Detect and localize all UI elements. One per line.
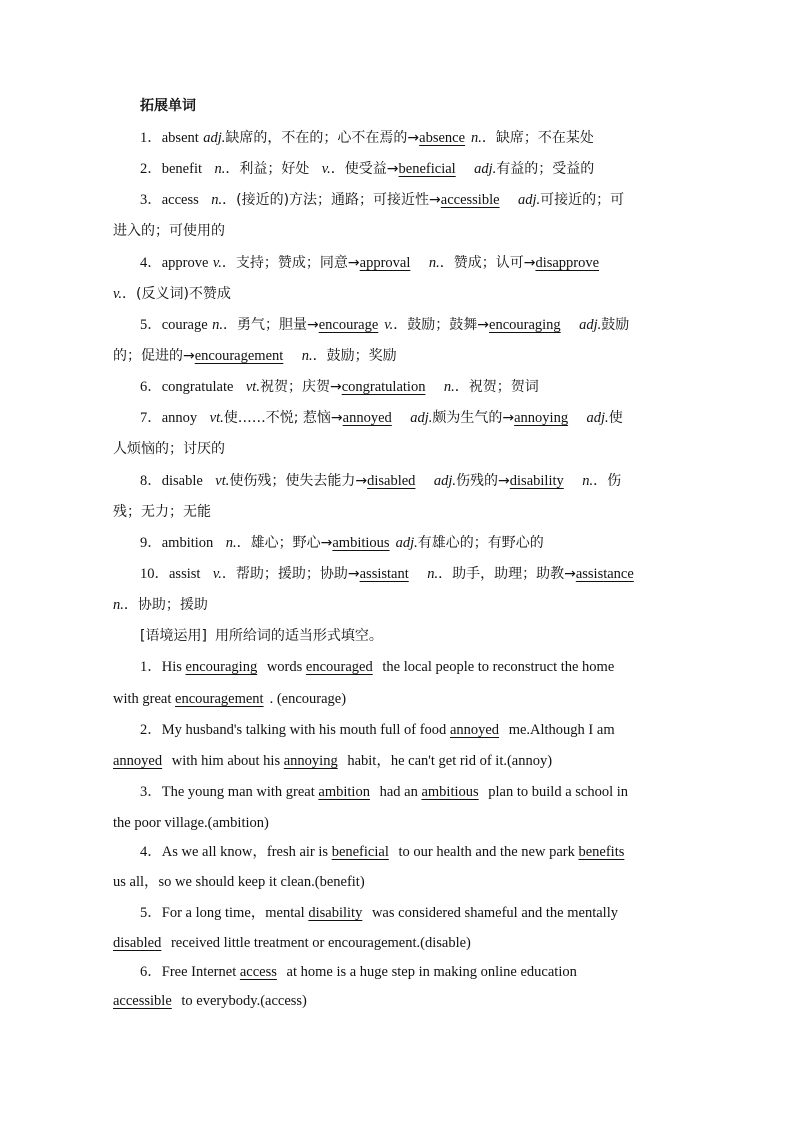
- definition: ．(反义词)不赞成: [122, 286, 231, 302]
- answer-blank: assistance: [575, 566, 634, 582]
- answer-blank: encouraging: [185, 659, 258, 675]
- vocab-item-8: [140, 471, 710, 491]
- answer-blank: beneficial: [398, 161, 456, 177]
- item-number: 6．: [140, 964, 162, 980]
- answer-blank: ambitious: [421, 784, 479, 800]
- headword: benefit: [161, 161, 203, 177]
- exercise-text: The young man with great: [161, 784, 319, 800]
- answer-blank: encouragement: [194, 348, 284, 364]
- answer-blank: annoyed: [449, 722, 500, 738]
- item-number: 1．: [140, 130, 162, 146]
- item-number: 10．: [140, 566, 169, 582]
- vocab-item-4-continued: [113, 284, 683, 304]
- answer-blank: congratulation: [341, 379, 426, 395]
- definition: 使……不悦; 惹恼→: [223, 410, 343, 426]
- headword: courage: [161, 317, 208, 333]
- item-number: 3．: [140, 192, 162, 208]
- exercise-text: was considered shameful and the mentally: [368, 905, 618, 921]
- part-of-speech: n.: [113, 597, 124, 613]
- vocab-item-5: [140, 315, 710, 335]
- vocab-item-10: [140, 564, 710, 584]
- definition: ．赞成；认可→: [439, 255, 536, 271]
- exercise-text: had an: [375, 784, 422, 800]
- item-number: 9．: [140, 535, 162, 551]
- definition: ．鼓励；奖励: [312, 348, 397, 364]
- definition: 鼓励: [601, 317, 630, 333]
- definition: 有雄心的；有野心的: [417, 535, 544, 551]
- part-of-speech: n.: [225, 535, 237, 551]
- part-of-speech: n.: [582, 473, 594, 489]
- exercise-1-continued: [113, 689, 683, 709]
- vocab-item-8-continued: 残；无力；无能: [113, 504, 211, 520]
- answer-blank: disapprove: [535, 255, 600, 271]
- item-number: 5．: [140, 905, 162, 921]
- headword: access: [161, 192, 199, 208]
- item-number: 4．: [140, 844, 162, 860]
- exercise-text: Free Internet: [161, 964, 240, 980]
- exercise-text: received little treatment or encouragement.(disable): [167, 935, 471, 951]
- answer-blank: assistant: [359, 566, 409, 582]
- vocab-item-7-continued: 人烦恼的；讨厌的: [113, 441, 225, 457]
- section-instruction: 用所给词的适当形式填空。: [214, 628, 383, 644]
- exercise-text: For a long time，mental: [161, 905, 309, 921]
- part-of-speech: n.: [443, 379, 455, 395]
- answer-blank: benefits: [578, 844, 625, 860]
- answer-blank: encouragement: [175, 691, 264, 707]
- part-of-speech: adj.: [474, 161, 497, 177]
- definition: ．协助；援助: [123, 597, 208, 613]
- exercise-5-continued: [113, 933, 683, 953]
- part-of-speech: n.: [428, 255, 440, 271]
- exercise-text: me.Although I am: [505, 722, 615, 738]
- answer-blank: ambitious: [332, 535, 390, 551]
- part-of-speech: v.: [212, 255, 222, 271]
- definition: ．帮助；援助；协助→: [221, 566, 360, 582]
- answer-blank: encourage: [318, 317, 379, 333]
- item-number: 7．: [140, 410, 162, 426]
- definition: 可接近的；可: [540, 192, 625, 208]
- headword: congratulate: [161, 379, 234, 395]
- answer-blank: annoying: [514, 410, 569, 426]
- part-of-speech: v.: [113, 286, 122, 302]
- definition: ．助手，助理；助教→: [438, 566, 576, 582]
- definition: 有益的；受益的: [496, 161, 595, 177]
- part-of-speech: v.: [384, 317, 394, 333]
- answer-blank: beneficial: [331, 844, 389, 860]
- exercise-text: His: [161, 659, 186, 675]
- answer-blank: ambition: [318, 784, 370, 800]
- section-heading: 拓展单词: [140, 98, 196, 114]
- exercise-text: habit，he can't get rid of it.(annoy): [343, 753, 553, 769]
- headword: assist: [169, 566, 201, 582]
- item-number: 4．: [140, 255, 162, 271]
- exercise-text: with him about his: [168, 753, 284, 769]
- exercise-4-continued: us all，so we should keep it clean.(benefit): [113, 874, 365, 890]
- answer-blank: access: [239, 964, 277, 980]
- exercise-text: My husband's talking with his mouth full of food: [161, 722, 450, 738]
- exercise-3-continued: the poor village.(ambition): [113, 815, 269, 831]
- part-of-speech: adj.: [410, 410, 433, 426]
- definition: 颇为生气的→: [432, 410, 515, 426]
- section-label: [语境运用]: [140, 628, 207, 644]
- definition: ．祝贺；贺词: [454, 379, 539, 395]
- definition: ．鼓励；鼓舞→: [393, 317, 490, 333]
- definition: ．使受益→: [330, 161, 399, 177]
- item-number: 2．: [140, 161, 162, 177]
- definition: 祝贺；庆贺→: [259, 379, 342, 395]
- part-of-speech: adj.: [203, 130, 226, 146]
- headword: approve: [161, 255, 209, 271]
- answer-blank: accessible: [113, 993, 172, 1009]
- vocab-item-6: [140, 377, 710, 397]
- vocab-item-10-continued: [113, 595, 683, 615]
- vocab-item-5-continued: [113, 346, 683, 366]
- headword: absent: [161, 130, 199, 146]
- definition: 的；促进的→: [113, 348, 195, 364]
- part-of-speech: vt.: [215, 473, 230, 489]
- part-of-speech: adj.: [586, 410, 609, 426]
- answer-blank: disabled: [367, 473, 416, 489]
- item-number: 2．: [140, 722, 162, 738]
- vocab-item-1: [140, 128, 710, 148]
- part-of-speech: adj.: [433, 473, 457, 489]
- answer-blank: disability: [509, 473, 564, 489]
- headword: annoy: [161, 410, 198, 426]
- part-of-speech: n.: [214, 161, 226, 177]
- exercise-text: plan to build a school in: [484, 784, 629, 800]
- definition: ．支持；赞成；同意→: [221, 255, 360, 271]
- part-of-speech: n.: [471, 130, 482, 146]
- definition: ．勇气；胆量→: [222, 317, 319, 333]
- definition: ．(接近的)方法；通路；可接近性→: [222, 192, 441, 208]
- vocab-item-3-continued: 进入的；可使用的: [113, 223, 225, 239]
- answer-blank: approval: [359, 255, 411, 271]
- definition: 伤残的→: [456, 473, 510, 489]
- item-number: 1．: [140, 659, 162, 675]
- part-of-speech: n.: [301, 348, 313, 364]
- exercise-text: to everybody.(access): [177, 993, 307, 1009]
- answer-blank: encouraging: [489, 317, 561, 333]
- vocab-item-2: [140, 159, 710, 179]
- exercise-text: at home is a huge step in making online education: [282, 964, 577, 980]
- answer-blank: encouraged: [305, 659, 373, 675]
- vocab-item-3: [140, 190, 710, 210]
- exercise-text: words: [263, 659, 306, 675]
- exercise-section-header: [140, 626, 710, 646]
- definition: 使: [608, 410, 623, 426]
- part-of-speech: vt.: [245, 379, 260, 395]
- headword: ambition: [161, 535, 214, 551]
- headword: disable: [161, 473, 203, 489]
- definition: ．利益；好处: [225, 161, 310, 177]
- exercise-3: [140, 782, 710, 802]
- exercise-5: [140, 903, 710, 923]
- definition: ．伤: [593, 473, 622, 489]
- exercise-text: the local people to reconstruct the home: [378, 659, 615, 675]
- answer-blank: annoying: [283, 753, 338, 769]
- vocab-item-9: [140, 533, 710, 553]
- part-of-speech: v.: [321, 161, 331, 177]
- exercise-text: to our health and the new park: [394, 844, 579, 860]
- part-of-speech: n.: [427, 566, 439, 582]
- answer-blank: accessible: [440, 192, 500, 208]
- exercise-2-continued: [113, 751, 683, 771]
- answer-blank: absence: [419, 130, 466, 146]
- answer-blank: annoyed: [342, 410, 392, 426]
- vocab-item-4: [140, 253, 710, 273]
- vocab-item-7: [140, 408, 710, 428]
- item-number: 8．: [140, 473, 162, 489]
- part-of-speech: adj.: [395, 535, 418, 551]
- item-number: 3．: [140, 784, 162, 800]
- definition: 使伤残；使失去能力→: [229, 473, 368, 489]
- answer-blank: disability: [308, 905, 363, 921]
- definition: 缺席的，不在的；心不在焉的→: [225, 130, 420, 146]
- exercise-6: [140, 962, 710, 982]
- item-number: 6．: [140, 379, 162, 395]
- part-of-speech: n.: [211, 192, 223, 208]
- exercise-text: . (encourage): [269, 691, 347, 707]
- part-of-speech: vt.: [209, 410, 224, 426]
- definition: ．雄心；野心→: [236, 535, 333, 551]
- exercise-1: [140, 657, 710, 677]
- exercise-6-continued: [113, 991, 683, 1011]
- item-number: 5．: [140, 317, 162, 333]
- part-of-speech: v.: [212, 566, 222, 582]
- part-of-speech: n.: [212, 317, 223, 333]
- answer-blank: annoyed: [113, 753, 163, 769]
- exercise-4: [140, 842, 710, 862]
- exercise-text: with great: [113, 691, 176, 707]
- part-of-speech: adj.: [579, 317, 602, 333]
- definition: ．缺席；不在某处: [481, 130, 594, 146]
- exercise-2: [140, 720, 710, 740]
- exercise-text: As we all know，fresh air is: [161, 844, 332, 860]
- part-of-speech: adj.: [518, 192, 541, 208]
- answer-blank: disabled: [113, 935, 162, 951]
